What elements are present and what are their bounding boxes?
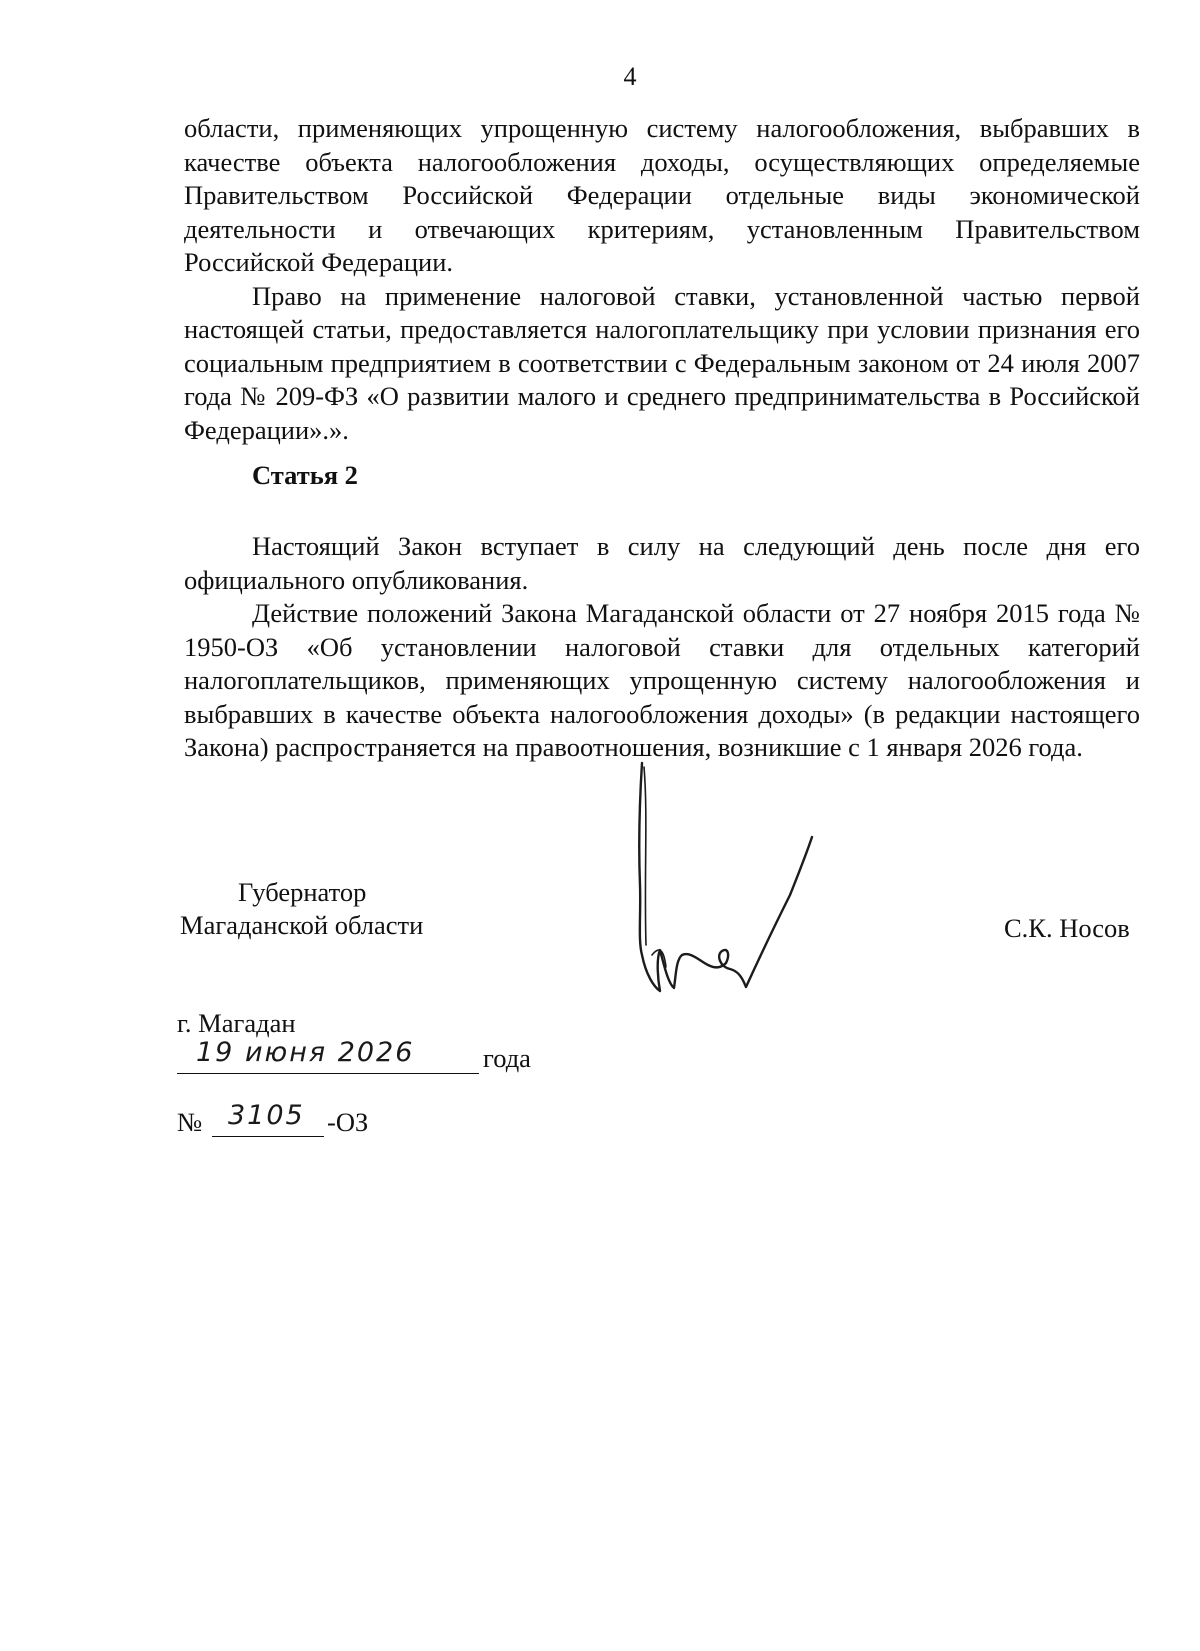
signature-scribble: [630, 755, 850, 1015]
governor-name: С.К. Носов: [1004, 913, 1130, 943]
paragraph-effective-date: Настоящий Закон вступает в силу на следующий день после дня его официального опубликования.: [184, 531, 1140, 595]
city-label: г. Магадан: [177, 1008, 296, 1038]
document-body: [184, 112, 1140, 447]
handwritten-number: 3105: [228, 1100, 305, 1131]
paragraph-continuation: области, применяющих упрощенную систему налогообложения, выбравших в качестве объекта налогообложения доходы, осуществляющих определяемые Правительством Российской Федерации отдельные виды экономической деятельности и отвечающих критериям, установленным Правительством Российской Федерации.: [184, 113, 1140, 277]
page-number: 4: [623, 62, 637, 91]
handwritten-date: 19 июня 2026: [196, 1037, 415, 1068]
paragraph-retroactive: Действие положений Закона Магаданской области от 27 ноября 2015 года № 1950-ОЗ «Об установлении налоговой ставки для отдельных категорий налогоплательщиков, применяющих упрощенную систему налогообложения и выбравших в качестве объекта налогообложения доходы» (в редакции настоящего Закона) распространяется на правоотношения, возникшие с 1 января 2026 года.: [184, 598, 1140, 762]
date-suffix: года: [483, 1043, 531, 1073]
article-heading: Статья 2: [252, 460, 358, 490]
article-heading-block: [184, 459, 1140, 493]
article-2-body: [184, 530, 1140, 765]
paragraph-tax-rate-right: Право на применение налоговой ставки, установленной частью первой настоящей статьи, предоставляется налогоплательщику при условии признания его социальным предприятием в соответствии с Федеральным законом от 24 июля 2007 года № 209-ФЗ «О развитии малого и среднего предпринимательства в Российской Федерации».».: [184, 280, 1140, 445]
governor-region: Магаданской области: [180, 910, 424, 940]
number-suffix: -ОЗ: [327, 1107, 369, 1137]
governor-title: Губернатор: [238, 877, 367, 907]
number-prefix: №: [177, 1107, 203, 1137]
